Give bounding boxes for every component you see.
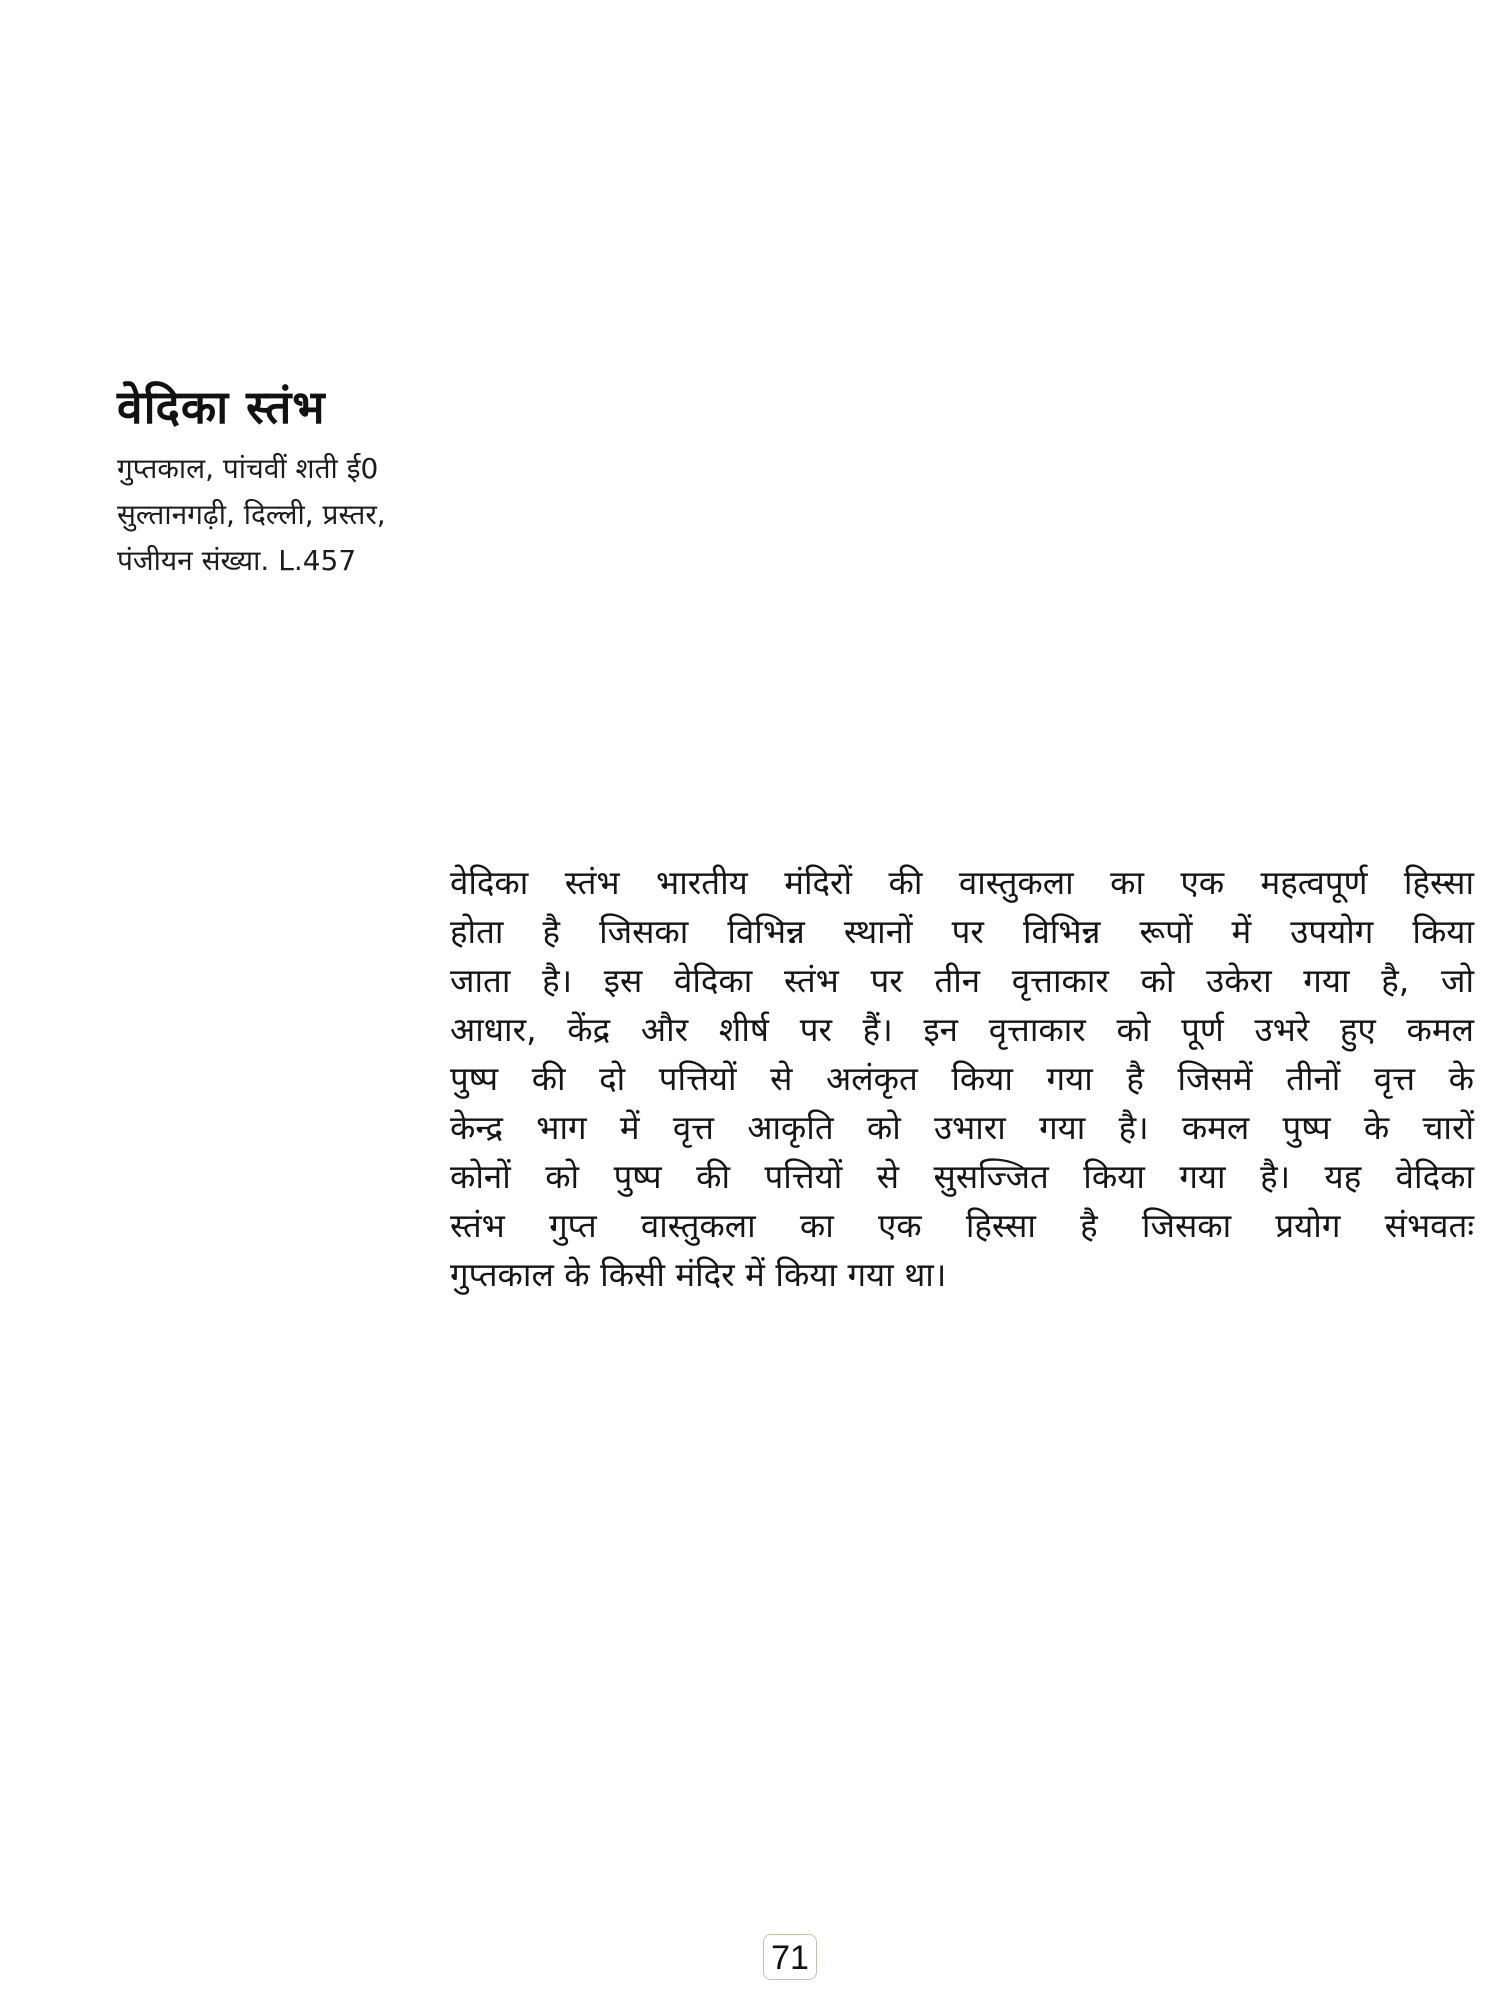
paragraph-line: पुष्प की दो पत्तियों से अलंकृत किया गया है जिसमें तीनों वृत्त के xyxy=(450,1059,1474,1098)
paragraph-line: गुप्तकाल के किसी मंदिर में किया गया था। xyxy=(450,1255,947,1294)
page-number: 71 xyxy=(763,1934,817,1980)
artifact-provenance: सुल्तानगढ़ी, दिल्ली, प्रस्तर, xyxy=(117,498,386,531)
paragraph-line: होता है जिसका विभिन्न स्थानों पर विभिन्न रूपों में उपयोग किया xyxy=(450,912,1474,951)
paragraph-line: वेदिका स्तंभ भारतीय मंदिरों की वास्तुकला का एक महत्वपूर्ण हिस्सा xyxy=(450,863,1474,902)
artifact-title: वेदिका स्तंभ xyxy=(117,380,326,434)
artifact-registration: पंजीयन संख्या. L.457 xyxy=(117,544,357,577)
paragraph-line: आधार, केंद्र और शीर्ष पर हैं। इन वृत्ताकार को पूर्ण उभरे हुए कमल xyxy=(450,1010,1474,1049)
artifact-period: गुप्तकाल, पांचवीं शती ई0 xyxy=(117,452,379,485)
paragraph-line: स्तंभ गुप्त वास्तुकला का एक हिस्सा है जिसका प्रयोग संभवतः xyxy=(450,1206,1474,1245)
paragraph-line: जाता है। इस वेदिका स्तंभ पर तीन वृत्ताकार को उकेरा गया है, जो xyxy=(450,961,1474,1000)
paragraph-line: कोनों को पुष्प की पत्तियों से सुसज्जित किया गया है। यह वेदिका xyxy=(450,1157,1474,1196)
paragraph-line: केन्द्र भाग में वृत्त आकृति को उभारा गया है। कमल पुष्प के चारों xyxy=(450,1108,1474,1147)
description-paragraph xyxy=(450,858,1474,1299)
artifact-caption xyxy=(117,378,637,584)
